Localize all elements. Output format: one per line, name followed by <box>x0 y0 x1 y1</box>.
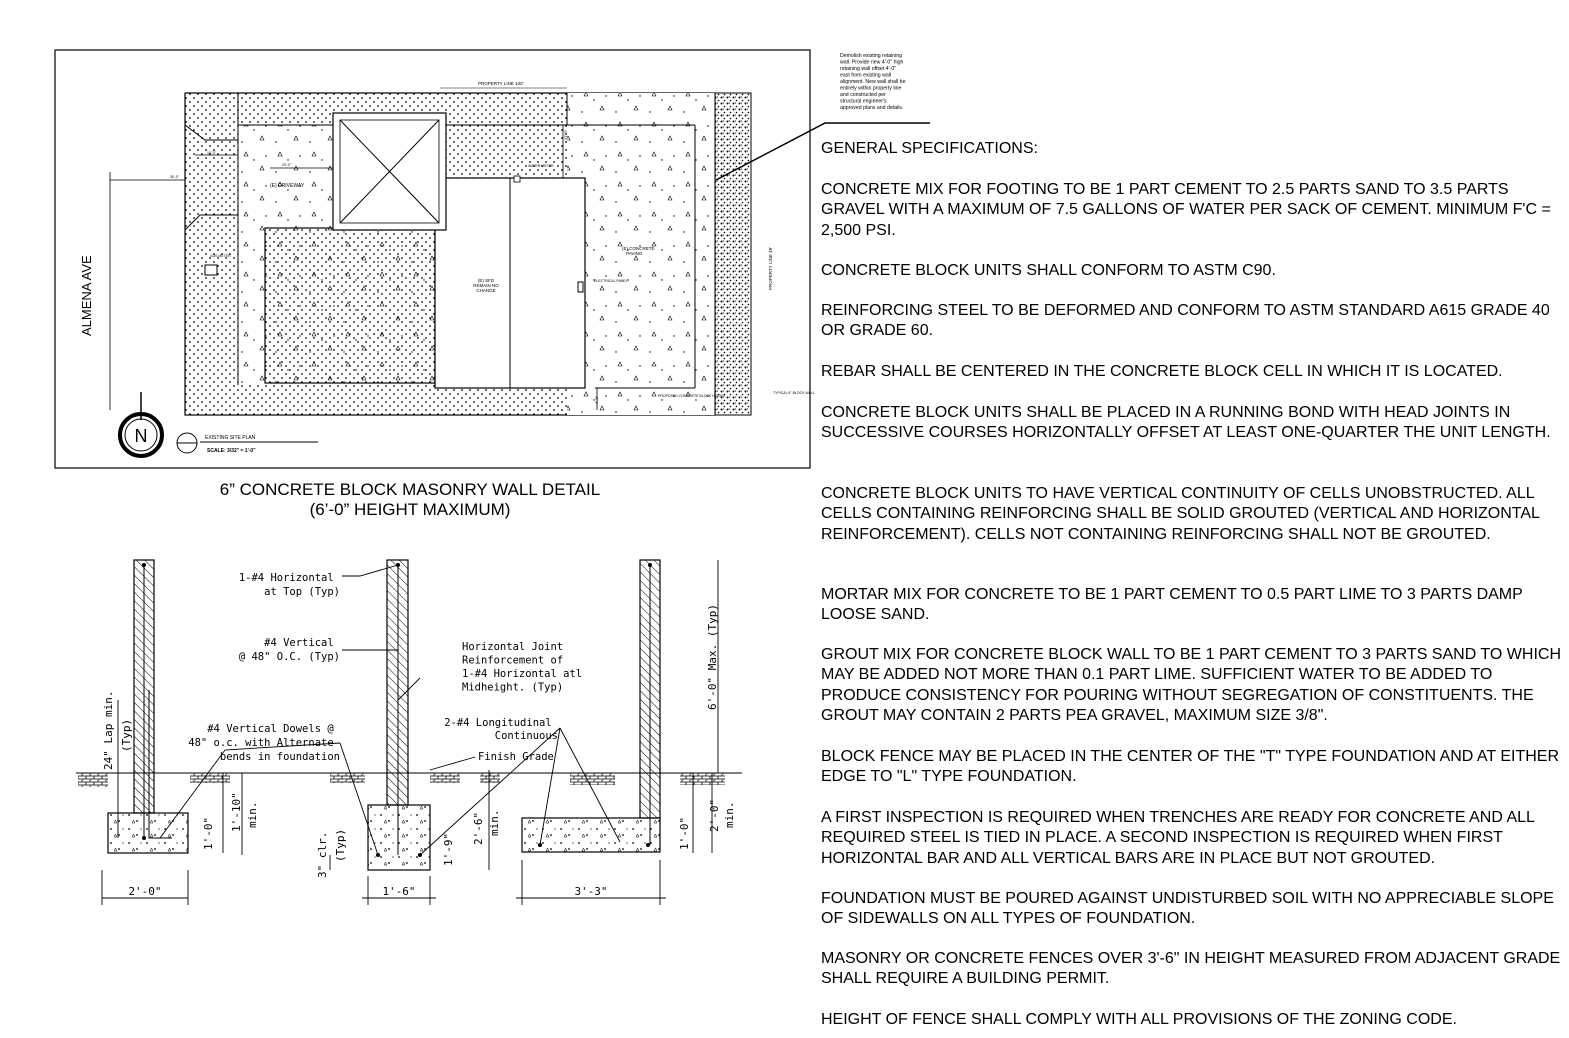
spec-concrete-mix: CONCRETE MIX FOR FOOTING TO BE 1 PART CEMENT TO 2.5 PARTS SAND TO 3.5 PARTS GRAVEL WITH A MAXIMUM OF 7.5 GALLONS OF WATER PER SACK OF CEMENT. MINIMUM F'C = 2,500 PSI. <box>821 181 1551 239</box>
svg-text:(E) SFDREMAIN NOCHANGE: (E) SFD REMAIN NO CHANGE <box>473 278 499 293</box>
svg-text:SCALE: 3/32" = 1'-0": SCALE: 3/32" = 1'-0" <box>207 448 256 454</box>
svg-text:3'-3": 3'-3" <box>574 885 608 898</box>
svg-text:EXISTING SITE PLAN: EXISTING SITE PLAN <box>205 435 256 441</box>
svg-text:2-#4 Longitudinal Contin: 2-#4 Longitudinal Continuous <box>444 717 558 742</box>
plan-title-block <box>177 433 318 454</box>
specs-heading: GENERAL SPECIFICATIONS: <box>821 140 1038 157</box>
water-meter-symbol <box>514 176 520 182</box>
spec-zoning: HEIGHT OF FENCE SHALL COMPLY WITH ALL PROVISIONS OF THE ZONING CODE. <box>821 1011 1457 1028</box>
site-plan <box>55 50 930 468</box>
svg-text:PROPERTY LINE 100': PROPERTY LINE 100' <box>478 81 524 86</box>
svg-text:GAS METER: GAS METER <box>210 254 231 258</box>
svg-text:PROPERTY LINE 48': PROPERTY LINE 48' <box>768 247 773 290</box>
svg-text:min.: min. <box>246 801 259 828</box>
svg-text:2'-6": 2'-6" <box>472 811 485 845</box>
svg-text:24" Lap min.: 24" Lap min. <box>102 690 115 770</box>
svg-text:(E) DRIVEWAY: (E) DRIVEWAY <box>270 183 305 189</box>
svg-text:1'-9": 1'-9" <box>442 832 455 866</box>
svg-text:4'-0": 4'-0" <box>594 396 599 404</box>
spec-foundation: FOUNDATION MUST BE POURED AGAINST UNDISTURBED SOIL WITH NO APPRECIABLE SLOPE OF SIDEWALLS ON ALL TYPES OF FOUNDATION. <box>821 890 1554 928</box>
svg-text:10'-0": 10'-0" <box>207 151 216 155</box>
svg-text:Demolish existing retaining: Demolish existing retaining wall. Provide new 4'-0" high retaining wall offset 4'-0" east from existing wall alignment. New wall shall be entirely within property line and constructed per structural engineer's approved plans and details. <box>840 53 906 111</box>
svg-text:1'-10": 1'-10" <box>230 792 243 832</box>
spec-inspection: A FIRST INSPECTION IS REQUIRED WHEN TRENCHES ARE READY FOR CONCRETE AND ALL REQUIRED STEEL IS TIED IN PLACE. A SECOND INSPECTION IS REQUIRED WHEN FIRST HORIZONTAL BAR AND ALL VERTICAL BARS ARE IN PLACE BUT NOT GROUTED. <box>821 809 1535 867</box>
svg-text:(Typ): (Typ) <box>334 828 347 862</box>
svg-text:2'-0": 2'-0" <box>708 798 721 832</box>
street-label: ALMENA AVE <box>79 255 94 336</box>
svg-text:1'-0": 1'-0" <box>678 816 691 850</box>
svg-text:#4 Vertical @ 48" O.C. (: #4 Vertical @ 48" O.C. (Typ) <box>238 637 340 663</box>
svg-text:Horizontal Joint Reinfor: Horizontal Joint Reinforcement of 1-#4 Horizontal atl Midheight. (Typ) <box>462 641 583 694</box>
svg-text:TYPICAL 6" BLOCK WALL: TYPICAL 6" BLOCK WALL <box>773 391 815 395</box>
spec-grout: GROUT MIX FOR CONCRETE BLOCK WALL TO BE 1 PART CEMENT TO 3 PARTS SAND TO WHICH MAY BE ADDED NOT MORE THAN 0.1 PART LIME. SUFFICIENT WATER TO BE ADDED TO PRODUCE CONSISTENCY FOR POURING WITHOUT SEGREGATION OF CONSTITUENTS. THE GROUT MAY CONTAIN 2 PARTS PEA GRAVEL, MAXIMUM SIZE 3/8". <box>821 646 1561 724</box>
spec-cells: CONCRETE BLOCK UNITS TO HAVE VERTICAL CONTINUITY OF CELLS UNOBSTRUCTED. ALL CELLS CONTAINING REINFORCING SHALL BE SOLID GROUTED (VERTICAL AND HORIZONTAL REINFORCEMENT). CELLS NOT CONTAINING REINFORCING SHALL NOT BE GROUTED. <box>821 485 1540 543</box>
svg-text:min.: min. <box>723 801 736 828</box>
spec-running-bond: CONCRETE BLOCK UNITS SHALL BE PLACED IN A RUNNING BOND WITH HEAD JOINTS IN SUCCESSIVE COURSES HORIZONTALLY OFFSET AT LEAST ONE-QUARTER THE UNIT LENGTH. <box>821 404 1551 442</box>
spec-rebar: REBAR SHALL BE CENTERED IN THE CONCRETE BLOCK CELL IN WHICH IT IS LOCATED. <box>821 363 1503 380</box>
north-arrow-icon <box>120 392 162 456</box>
svg-text:PROPOSED CONCRETE BLOCK HEIGHT: PROPOSED CONCRETE BLOCK HEIGHT <box>658 394 726 398</box>
svg-text:2'-0": 2'-0" <box>128 885 162 898</box>
new-wall-strip <box>715 93 751 415</box>
detail-title: 6” CONCRETE BLOCK MASONRY WALL DETAIL <box>219 480 601 499</box>
svg-text:(E) CONCRETEPAVING: (E) CONCRETE PAVING <box>622 246 655 256</box>
wall-section-3 <box>522 560 660 852</box>
gas-meter-symbol <box>205 265 217 275</box>
spec-block-units: CONCRETE BLOCK UNITS SHALL CONFORM TO ASTM C90. <box>821 262 1276 279</box>
spec-permit: MASONRY OR CONCRETE FENCES OVER 3'-6" IN HEIGHT MEASURED FROM ADJACENT GRADE SHALL REQUIRE A BUILDING PERMIT. <box>821 950 1561 988</box>
svg-text:20'-0": 20'-0" <box>282 163 291 167</box>
wall-sections <box>76 560 742 905</box>
spec-reinforcing: REINFORCING STEEL TO BE DEFORMED AND CONFORM TO ASTM STANDARD A615 GRADE 40 OR GRADE 60. <box>821 302 1550 340</box>
svg-text:#4 Vertical Dowels @ 48": #4 Vertical Dowels @ 48" o.c. with Alternate bends in foundation <box>188 723 340 763</box>
house-footprint <box>265 228 435 383</box>
spec-block-fence: BLOCK FENCE MAY BE PLACED IN THE CENTER OF THE "T" TYPE FOUNDATION AND AT EITHER EDGE TO "L" TYPE FOUNDATION. <box>821 748 1560 786</box>
svg-text:17'-0": 17'-0" <box>563 129 568 140</box>
svg-text:(Typ): (Typ) <box>120 718 133 752</box>
svg-text:1'-6": 1'-6" <box>382 885 416 898</box>
spec-mortar: MORTAR MIX FOR CONCRETE TO BE 1 PART CEMENT TO 0.5 PART LIME TO 3 PARTS DAMP LOOSE SAND. <box>821 586 1523 624</box>
svg-text:30'-0": 30'-0" <box>170 175 179 179</box>
detail-subtitle: (6’-0” HEIGHT MAXIMUM) <box>309 500 511 519</box>
svg-text:N: N <box>134 426 148 446</box>
svg-text:1'-0": 1'-0" <box>202 816 215 850</box>
svg-text:6'-0" Max. (Typ): 6'-0" Max. (Typ) <box>706 604 719 710</box>
wall-section-2 <box>368 560 430 870</box>
svg-text:1-#4 Horizontal at Top (: 1-#4 Horizontal at Top (Typ) <box>238 572 340 598</box>
elec-panel-symbol <box>578 282 583 292</box>
svg-text:Finish Grade: Finish Grade <box>478 751 554 763</box>
wall-section-1 <box>108 560 188 853</box>
svg-text:min.: min. <box>488 809 501 836</box>
svg-text:ELECTRICAL PANEL: ELECTRICAL PANEL <box>594 279 628 283</box>
svg-text:3" clr.: 3" clr. <box>316 831 329 878</box>
svg-text:WATER METER: WATER METER <box>528 164 554 168</box>
